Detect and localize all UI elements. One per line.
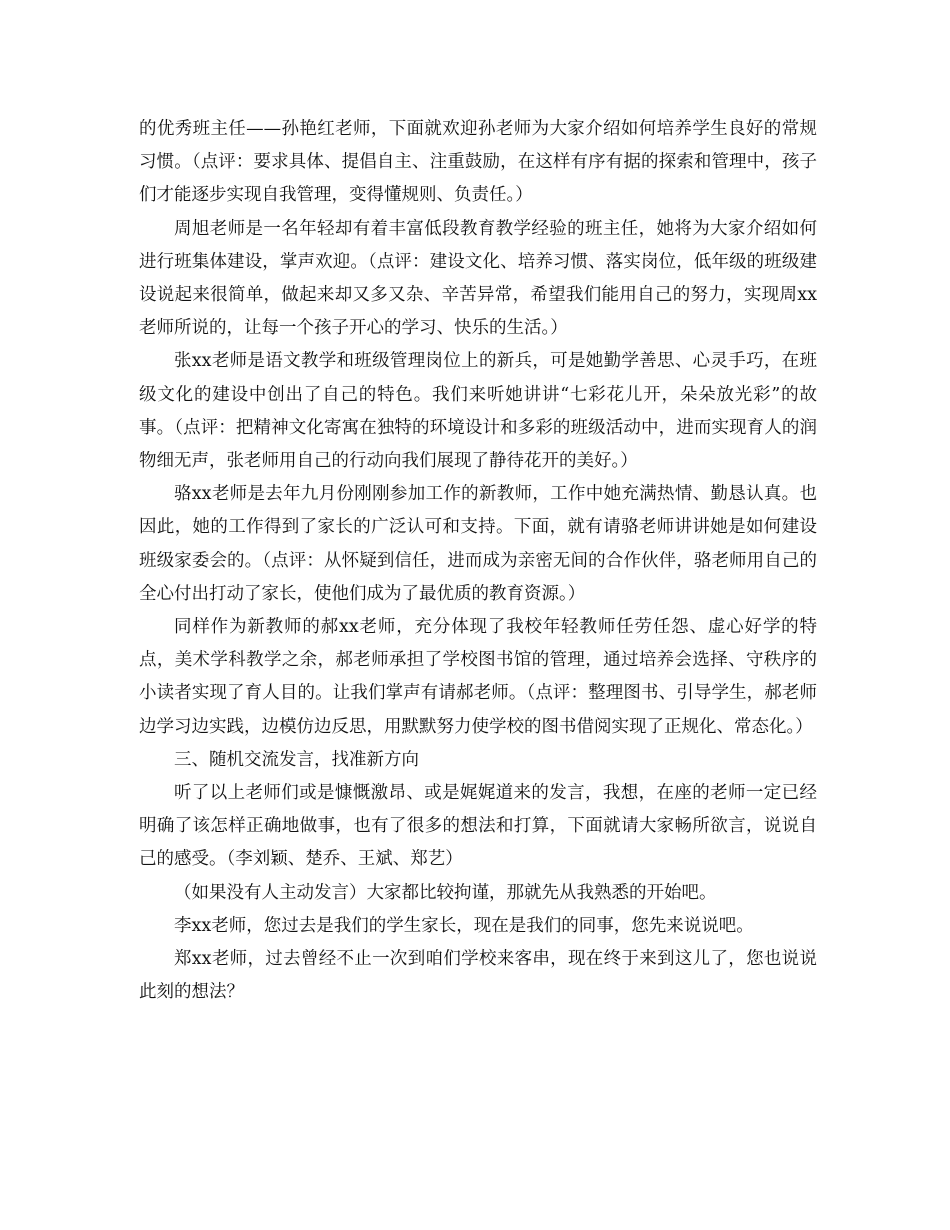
paragraph-3: 张xx老师是语文教学和班级管理岗位上的新兵，可是她勤学善思、心灵手巧，在班级文化的建设中创出了自己的特色。我们来听她讲讲“七彩花儿开，朵朵放光彩”的故事。（点评：把精神文化寄寓在独特的环境设计和多彩的班级活动中，进而实现育人的润物细无声，张老师用自己的行动向我们展现了静待花开的美好。） bbox=[139, 351, 817, 472]
section-heading: 三、随机交流发言，找准新方向 bbox=[174, 749, 419, 770]
paragraph-4: 骆xx老师是去年九月份刚刚参加工作的新教师，工作中她充满热情、勤恳认真。也因此，她的工作得到了家长的广泛认可和支持。下面，就有请骆老师讲讲她是如何建设班级家委会的。（点评：从怀疑到信任，进而成为亲密无间的合作伙伴，骆老师用自己的全心付出打动了家长，使他们成为了最优质的教育资源。） bbox=[139, 484, 817, 604]
document-body bbox=[139, 113, 817, 1009]
paragraph-1: 的优秀班主任——孙艳红老师，下面就欢迎孙老师为大家介绍如何培养学生良好的常规习惯。（点评：要求具体、提倡自主、注重鼓励，在这样有序有据的探索和管理中，孩子们才能逐步实现自我管理，变得懂规则、负责任。） bbox=[139, 119, 817, 206]
paragraph-10: 郑xx老师，过去曾经不止一次到咱们学校来客串，现在终于来到这儿了，您也说说此刻的想法？ bbox=[139, 949, 817, 1003]
paragraph-7: 听了以上老师们或是慷慨激昂、或是娓娓道来的发言，我想，在座的老师一定已经明确了该怎样正确地做事，也有了很多的想法和打算，下面就请大家畅所欲言，说说自己的感受。（李刘颖、楚乔、王斌、郑艺） bbox=[139, 783, 817, 870]
paragraph-9: 李xx老师，您过去是我们的学生家长，现在是我们的同事，您先来说说吧。 bbox=[174, 915, 754, 936]
paragraph-8: （如果没有人主动发言）大家都比较拘谨，那就先从我熟悉的开始吧。 bbox=[174, 882, 717, 903]
paragraph-2: 周旭老师是一名年轻却有着丰富低段教育教学经验的班主任，她将为大家介绍如何进行班集体建设，掌声欢迎。（点评：建设文化、培养习惯、落实岗位，低年级的班级建设说起来很简单，做起来却又多又杂、辛苦异常，希望我们能用自己的努力，实现周xx老师所说的，让每一个孩子开心的学习、快乐的生活。） bbox=[139, 218, 817, 339]
paragraph-5: 同样作为新教师的郝xx老师，充分体现了我校年轻教师任劳任怨、虚心好学的特点，美术学科教学之余，郝老师承担了学校图书馆的管理，通过培养会选择、守秩序的小读者实现了育人目的。让我们掌声有请郝老师。（点评：整理图书、引导学生，郝老师边学习边实践，边模仿边反思，用默默努力使学校的图书借阅实现了正规化、常态化。） bbox=[139, 617, 817, 737]
